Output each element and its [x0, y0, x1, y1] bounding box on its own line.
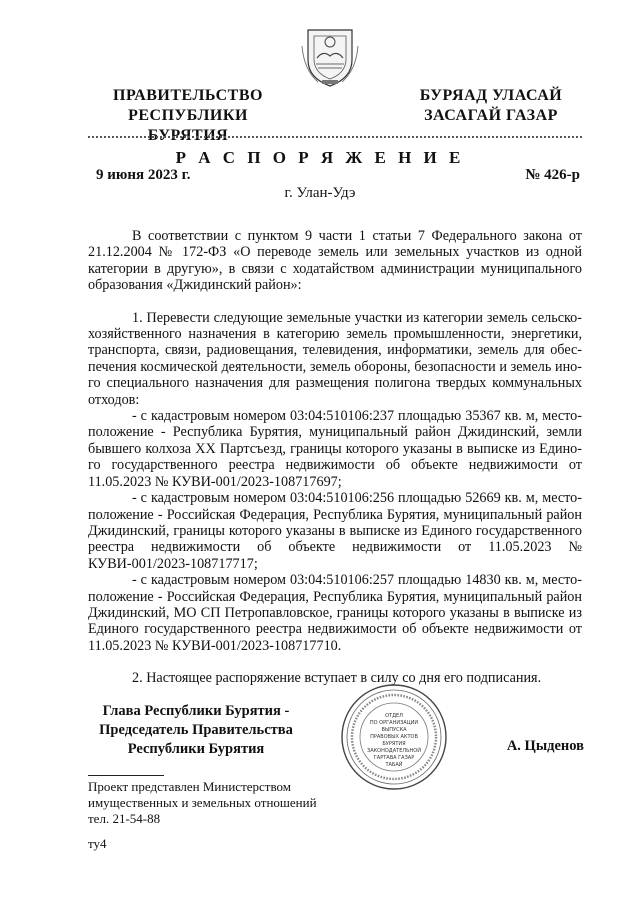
position-line-2: Председатель Правительства — [99, 722, 293, 738]
org-right-line-2: ЗАСАГАЙ ГАЗАР — [424, 107, 558, 124]
document-date: 9 июня 2023 г. — [96, 167, 191, 183]
svg-text:ЗАКОНОДАТЕЛЬНОЙ: ЗАКОНОДАТЕЛЬНОЙ — [367, 748, 421, 754]
parcel-paragraph: - с кадастровым номером 03:04:510106:256 площадью 52669 кв. м, место-положение - Российская Федерация, Республика Бурятия, муниципальный район Джидинский, границы которого указаны в выписке из Единого государственного реестра недвижимости об объекте недвижимости от 11.05.2023 № КУВИ-001/2023-108717717; — [88, 490, 582, 572]
parcel-paragraph: - с кадастровым номером 03:04:510106:237 площадью 35367 кв. м, место-положение - Республика Бурятия, муниципальный район Джидинский, земли бывшего колхоза XX Партсъезд, границы которого указаны в выписке из Едино-го государственного реестра недвижимости об объекте недвижимости от 11.05.2023 № КУВИ-001/2023-108717697; — [88, 408, 582, 490]
item-1-paragraph: 1. Перевести следующие земельные участки из категории земель сельско-хозяйственного назначения в категорию земель промышленности, энергетики, транспорта, связи, радиовещания, телевидения, информатики, земель для обес-печения космической деятельности, земель обороны, безопасности и земель ино-го специального назначения для размещения полигона твердых коммунальных отходов: — [88, 309, 582, 408]
svg-text:БУРЯТИЯ: БУРЯТИЯ — [382, 741, 406, 747]
position-line-3: Республики Бурятия — [127, 741, 265, 757]
footer-divider — [88, 775, 164, 776]
position-line-1: Глава Республики Бурятия - — [102, 703, 290, 719]
org-left-line-2: РЕСПУБЛИКИ БУРЯТИЯ — [128, 107, 248, 144]
official-seal-icon — [340, 683, 448, 791]
org-left-line-1: ПРАВИТЕЛЬСТВО — [113, 87, 263, 104]
header-divider — [88, 136, 582, 138]
footer-line-2: имущественных и земельных отношений — [88, 795, 317, 810]
government-name-buryat — [396, 86, 586, 126]
project-note — [88, 779, 348, 827]
signatory-name: А. Цыденов — [506, 738, 584, 754]
svg-text:ГАРТАВА ГАЗАР: ГАРТАВА ГАЗАР — [373, 755, 415, 761]
document-city: г. Улан-Удэ — [284, 185, 356, 201]
signatory-position — [96, 702, 296, 759]
item-2-paragraph: 2. Настоящее распоряжение вступает в силу со дня его подписания. — [132, 670, 542, 687]
coat-of-arms-icon — [300, 26, 360, 88]
preamble-paragraph: В соответствии с пунктом 9 части 1 статьи 7 Федерального закона от 21.12.2004 № 172-ФЗ «О переводе земель или земельных участков из одной категории в другую», в связи с ходатайством администрации муниципального образования «Джидинский район»: — [88, 228, 582, 294]
footer-line-3: тел. 21-54-88 — [88, 811, 161, 826]
svg-text:ВЫПУСКА: ВЫПУСКА — [381, 727, 407, 733]
svg-text:ТАБАЙ: ТАБАЙ — [385, 762, 403, 768]
document-body — [88, 228, 582, 687]
executor-initials: ту4 — [88, 836, 107, 851]
parcel-paragraph: - с кадастровым номером 03:04:510106:257 площадью 14830 кв. м, место-положение - Российская Федерация, Республика Бурятия, муниципальный район Джидинский, МО СП Петропавловское, границы которого указаны в выписке из Единого государственного реестра недвижимости об объекте недвижимости от 11.05.2023 № КУВИ-001/2023-108717710. — [88, 572, 582, 654]
document-number: № 426-р — [525, 167, 580, 183]
document-title: Р А С П О Р Я Ж Е Н И Е — [175, 148, 465, 167]
org-right-line-1: БУРЯАД УЛАСАЙ — [419, 87, 563, 104]
svg-text:ПРАВОВЫХ АКТОВ: ПРАВОВЫХ АКТОВ — [370, 734, 418, 740]
svg-text:ПО ОРГАНИЗАЦИИ: ПО ОРГАНИЗАЦИИ — [369, 720, 419, 726]
footer-line-1: Проект представлен Министерством — [88, 779, 292, 794]
svg-text:ОТДЕЛ: ОТДЕЛ — [385, 713, 403, 719]
